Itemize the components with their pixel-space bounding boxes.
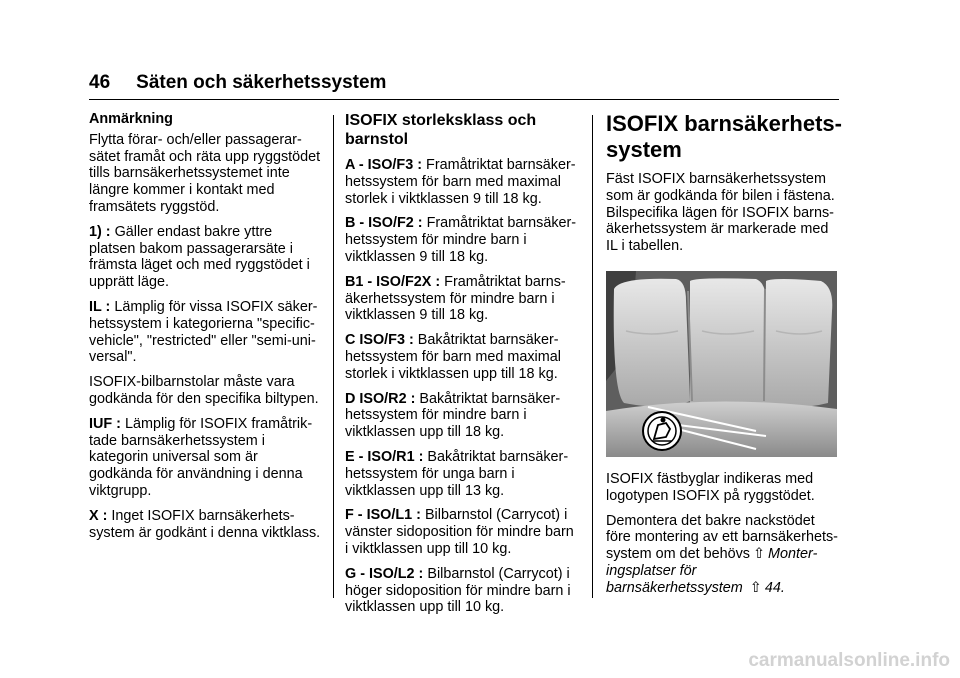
item-key: C ISO/F3 : (345, 332, 414, 349)
reference-arrow-icon: ⇧ (749, 579, 762, 596)
headrest-text: Demontera det bakre nackstödet före montering av ett barnsäkerhets- system om det behövs (606, 512, 838, 563)
item-key: IUF : (89, 415, 121, 432)
list-item (345, 566, 585, 616)
watermark: carmanualsonline.info (748, 650, 950, 671)
mounting-page-link[interactable]: 44. (764, 579, 785, 596)
list-item (345, 157, 585, 207)
item-text: Framåtriktat barnsäker- hetssystem för barn med maximal storlek i viktklassen 9 till 18 kg. (345, 157, 576, 207)
page-header (89, 72, 386, 94)
item-key: D ISO/R2 : (345, 390, 416, 407)
list-item (345, 507, 585, 557)
item-text: Bakåtriktat barnsäker- hetssystem för barn med maximal storlek i viktklassen upp till 18 kg. (345, 332, 561, 382)
item-text: Framåtriktat barnsäker- hetssystem för mindre barn i viktklassen 9 till 18 kg. (345, 215, 577, 265)
item-text: Inget ISOFIX barnsäkerhets- system är godkänt i denna viktklass. (89, 507, 321, 541)
column-1 (89, 111, 325, 549)
item-key: G - ISO/L2 : (345, 565, 424, 582)
col2-item-list (345, 157, 585, 616)
section-title: Säten och säkerhetssystem (136, 72, 387, 93)
rear-seat-photo (606, 271, 837, 457)
isofix-heading: ISOFIX barnsäkerhets- system (606, 111, 842, 162)
list-item (345, 274, 585, 324)
list-item (345, 449, 585, 499)
size-class-heading: ISOFIX storleksklass och barnstol (345, 112, 537, 148)
item-text: Framåtriktat barns- äkerhetssystem för mindre barn i viktklassen 9 till 18 kg. (345, 273, 566, 324)
isofix-caption: ISOFIX fästbyglar indikeras med logotypen ISOFIX på ryggstödet. (606, 470, 815, 504)
item-text: Gäller endast bakre yttre platsen bakom passagerarsäte i främsta läget och med ryggstödet i upprätt läge. (89, 223, 310, 291)
reference-arrow-icon: ⇧ (752, 546, 766, 563)
column-3 (606, 111, 842, 597)
item-key: F - ISO/L1 : (345, 507, 421, 524)
list-item (89, 374, 325, 408)
col1-item-list (89, 224, 325, 542)
page-number: 46 (89, 72, 111, 93)
note-heading: Anmärkning (89, 111, 173, 127)
column-2 (345, 111, 585, 624)
item-key: X : (89, 507, 108, 524)
mounting-locations-link[interactable]: Monter- ingsplatser för barnsäkerhetssystem (606, 546, 818, 596)
item-text: Bakåtriktat barnsäker- hetssystem för mindre barn i viktklassen upp till 18 kg. (345, 390, 561, 441)
column-divider-1 (333, 115, 334, 598)
list-item (345, 391, 585, 441)
item-text: ISOFIX-bilbarnstolar måste vara godkända för den specifika biltypen. (89, 374, 319, 407)
item-key: A - ISO/F3 : (345, 157, 423, 173)
item-text: Bilbarnstol (Carrycot) i höger sidoposition för mindre barn i viktklassen upp till 10 kg. (345, 565, 571, 616)
item-text: Lämplig för ISOFIX framåtrik- tade barnsäkerhetssystem i kategorin universal som är godkända för användning i denna viktgrupp. (89, 415, 313, 499)
item-text: Lämplig för vissa ISOFIX säker- hetssystem i kategorierna "specific- vehicle", "restricted" eller "semi-uni- versal". (89, 298, 318, 366)
item-text: Bakåtriktat barnsäker- hetssystem för unga barn i viktklassen upp till 13 kg. (345, 448, 569, 499)
headrest-paragraph (606, 513, 842, 597)
list-item (89, 299, 325, 366)
list-item (89, 224, 325, 291)
item-key: E - ISO/R1 : (345, 448, 424, 465)
isofix-intro: Fäst ISOFIX barnsäkerhetssystem som är godkända för bilen i fästena. Bilspecifika lägen för ISOFIX barns- äkerhetssystem är markerade med IL i tabellen. (606, 171, 835, 255)
list-item (89, 508, 325, 542)
item-text: Bilbarnstol (Carrycot) i vänster sidoposition för mindre barn i viktklassen upp till 10 kg. (345, 507, 574, 557)
item-key: 1) : (89, 223, 111, 240)
list-item (345, 332, 585, 382)
item-key: B - ISO/F2 : (345, 215, 423, 232)
note-text: Flytta förar- och/eller passagerar- sätet framåt och räta upp ryggstödet tills barnsäkerhetssystemet inte längre kommer i kontakt med framsätets ryggstöd. (89, 131, 321, 215)
list-item (345, 215, 585, 265)
list-item (89, 416, 325, 500)
column-divider-2 (592, 115, 593, 598)
item-key: IL : (89, 298, 111, 315)
header-rule (89, 99, 839, 100)
item-key: B1 - ISO/F2X : (345, 273, 441, 290)
